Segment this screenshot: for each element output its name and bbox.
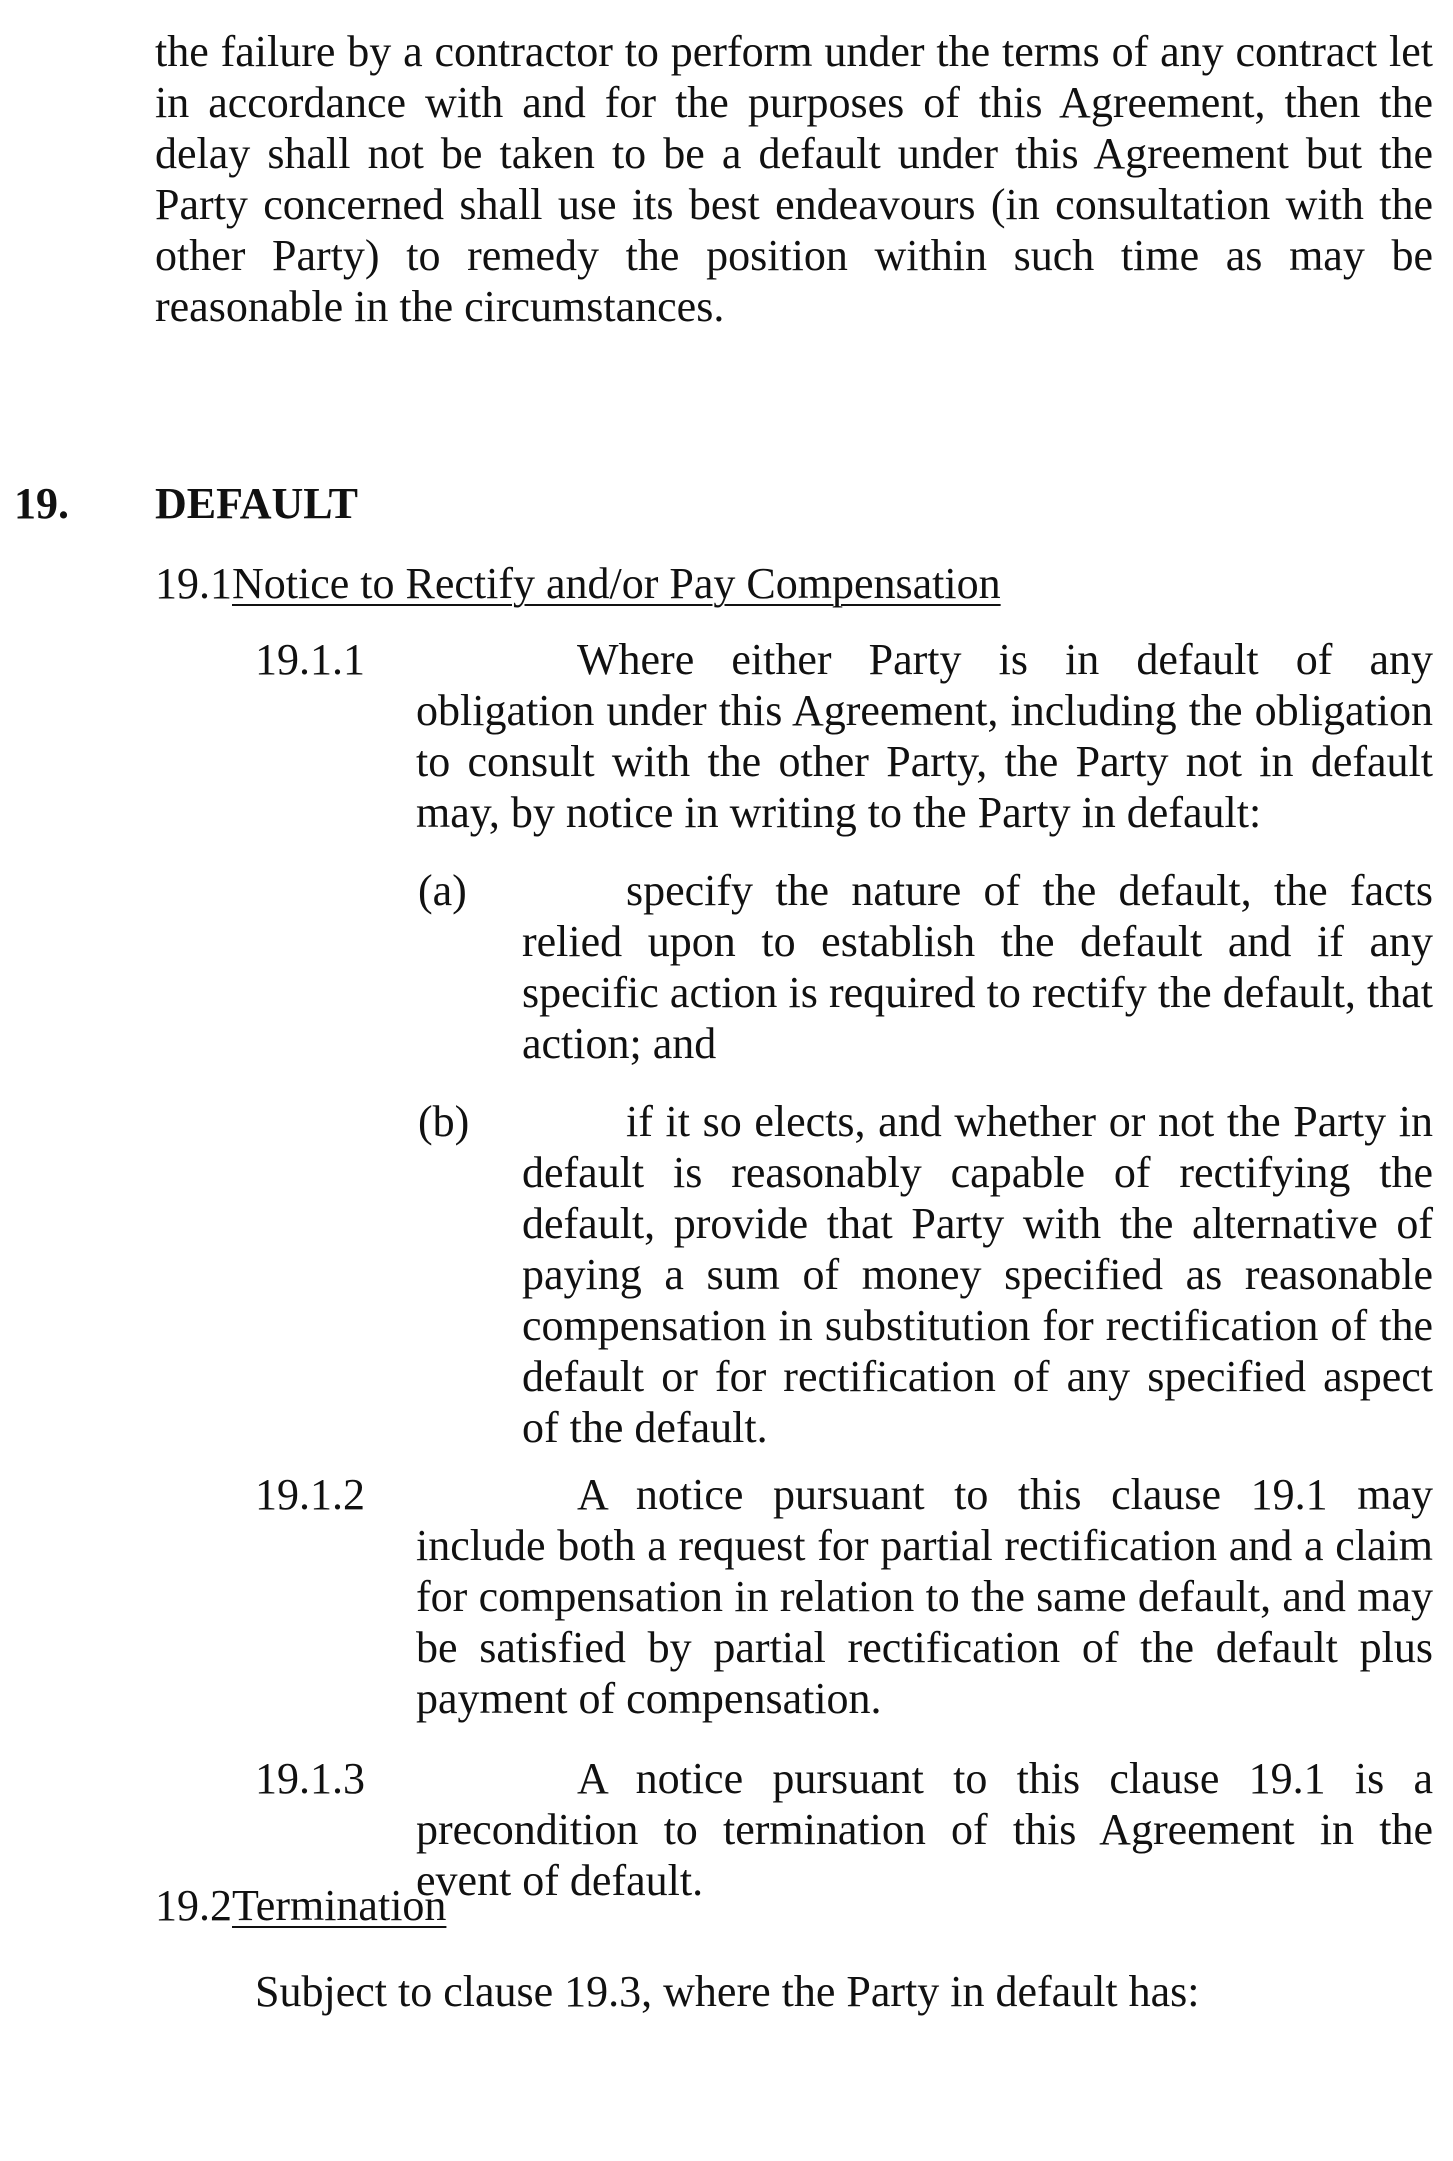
clause-19-2-intro: Subject to clause 19.3, where the Party in default has: — [255, 1967, 1200, 2016]
clause-19-1-2-body: A notice pursuant to this clause 19.1 may include both a request for partial rectification and a claim for compensation in relation to the same default, and may be satisfied by partial rectification of the default plus payment of compensation. — [416, 1470, 1433, 1723]
section-number: 19. — [14, 479, 69, 528]
clause-19-2-title: Termination — [232, 1881, 447, 1930]
clause-19-2-number: 19.2 — [155, 1881, 232, 1930]
clause-19-1-1-body: Where either Party is in default of any obligation under this Agreement, including the obligation to consult with the other Party, the Party not in default may, by notice in writing to the Party in default: — [416, 635, 1433, 837]
clause-19-1-1-text — [255, 634, 1433, 838]
clause-19-1-1-number: 19.1.1 — [255, 635, 365, 684]
item-a-label: (a) — [418, 866, 467, 915]
clause-19-1-number: 19.1 — [155, 559, 232, 608]
section-title: DEFAULT — [155, 479, 358, 528]
clause-19-1-3-body: A notice pursuant to this clause 19.1 is a precondition to termination of this Agreement in the event of default. — [416, 1754, 1433, 1905]
item-b-text — [418, 1096, 1433, 1453]
clause-19-1-2-number: 19.1.2 — [255, 1470, 365, 1519]
intro-paragraph: the failure by a contractor to perform under the terms of any contract let in accordance with and for the purposes of this Agreement, then the delay shall not be taken to be a default under this Agreement but the Party concerned shall use its best endeavours (in consultation with the other Party) to remedy the position within such time as may be reasonable in the circumstances. — [155, 27, 1433, 331]
item-a-body: specify the nature of the default, the facts relied upon to establish the default and if any specific action is required to rectify the default, that action; and — [522, 866, 1433, 1068]
clause-19-1-3-number: 19.1.3 — [255, 1754, 365, 1803]
item-a-text — [418, 865, 1433, 1069]
item-b-body: if it so elects, and whether or not the Party in default is reasonably capable of rectifying the default, provide that Party with the alternative of paying a sum of money specified as reasonable compensation in substitution for rectification of the default or for rectification of any specified aspect of the default. — [522, 1097, 1433, 1452]
clause-19-2-heading — [155, 1880, 446, 1931]
clause-19-1-title: Notice to Rectify and/or Pay Compensation — [232, 559, 1001, 608]
item-b-label: (b) — [418, 1097, 470, 1146]
clause-19-1-2-text — [255, 1469, 1433, 1724]
clause-19-1-heading — [155, 558, 1001, 609]
